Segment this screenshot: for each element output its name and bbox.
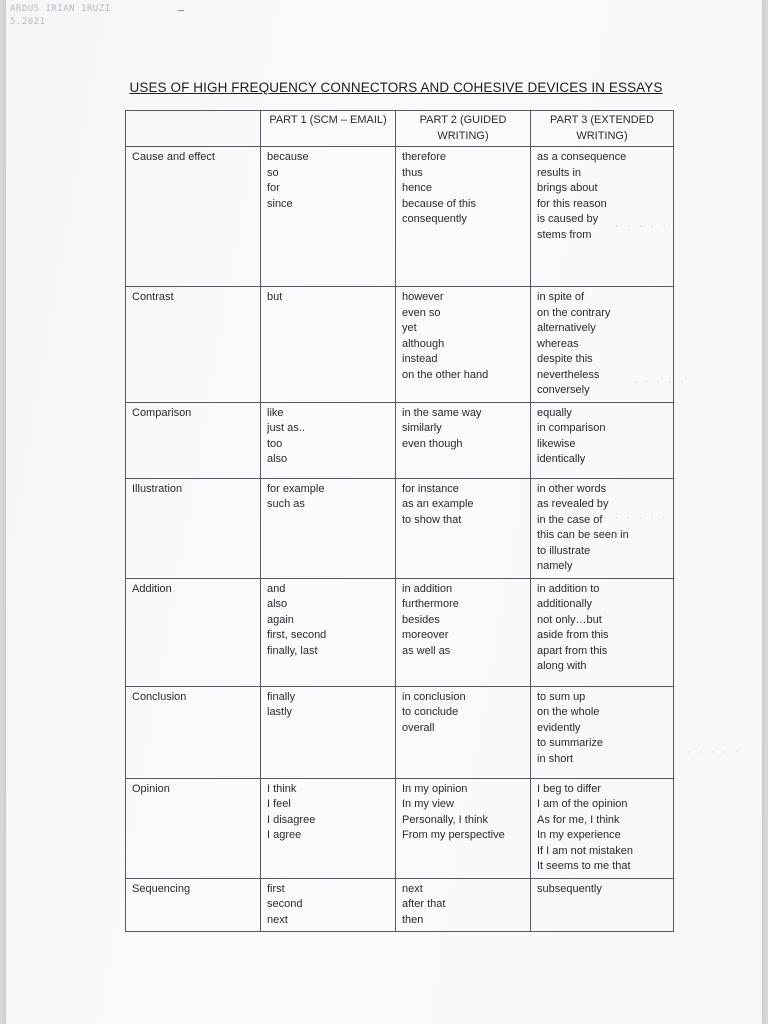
connector-item: identically [537, 453, 586, 465]
category-cell [126, 878, 261, 932]
connector-item: first, second [267, 629, 327, 641]
connector-item: in comparison [537, 422, 606, 434]
connector-item: namely [537, 560, 573, 572]
connector-item: in addition to [537, 582, 600, 595]
show-through-text: · · · · · [686, 748, 740, 758]
connector-item: for instance [402, 482, 459, 495]
connector-item: as a consequence [537, 151, 627, 163]
category-cell [126, 686, 261, 778]
connector-item: whereas [537, 337, 579, 350]
scribble-line-1: ARDUS IRIAN 1RUZI [10, 4, 111, 14]
connector-item: similarly [402, 422, 442, 434]
connector-item: lastly [267, 706, 293, 718]
part3-cell [531, 402, 674, 478]
header-category [126, 111, 261, 147]
connector-item: and [267, 582, 286, 595]
connector-item: also [267, 598, 288, 610]
connector-item: to show that [402, 513, 462, 526]
connector-item: not only…but [537, 613, 602, 626]
table-row [126, 402, 674, 478]
connector-item: yet [402, 322, 417, 334]
part2-cell [396, 402, 531, 478]
connector-item: thus [402, 166, 423, 179]
category-label: Sequencing [132, 882, 191, 895]
part3-cell [531, 287, 674, 403]
part1-cell [261, 287, 396, 403]
connector-item: to sum up [537, 690, 586, 703]
part3-cell [531, 478, 674, 578]
part1-cell [261, 778, 396, 878]
connector-item: As for me, I think [537, 813, 620, 826]
table-row [126, 878, 674, 932]
connector-item: just as.. [267, 422, 305, 434]
connector-item: as revealed by [537, 498, 609, 510]
connector-item: stems from [537, 228, 592, 241]
connector-item: on the other hand [402, 368, 489, 381]
table-body [126, 147, 674, 932]
connector-item: equally [537, 406, 572, 419]
connector-item: although [402, 337, 445, 350]
part3-cell [531, 147, 674, 287]
connector-item: In my experience [537, 829, 621, 841]
connector-item: again [267, 613, 294, 626]
connector-item: first [267, 882, 285, 895]
connector-item: overall [402, 721, 435, 734]
connector-item: instead [402, 353, 438, 365]
category-cell [126, 478, 261, 578]
connector-item: for example [267, 482, 325, 495]
table-row [126, 478, 674, 578]
header-part1: PART 1 (SCM – EMAIL) [261, 111, 396, 147]
connector-item: furthermore [402, 598, 459, 610]
connector-item: also [267, 453, 288, 465]
part3-cell [531, 686, 674, 778]
connector-item: It seems to me that [537, 860, 631, 872]
connector-item: I beg to differ [537, 782, 602, 795]
category-cell [126, 578, 261, 686]
connector-item: likewise [537, 437, 576, 450]
connector-item: evidently [537, 721, 581, 734]
connector-item: along with [537, 660, 587, 672]
connector-item: on the whole [537, 706, 600, 718]
connector-item: From my perspective [402, 829, 505, 841]
connector-item: If I am not mistaken [537, 844, 633, 857]
connector-item: next [402, 882, 423, 895]
header-part3: PART 3 (EXTENDED WRITING) [531, 111, 674, 147]
page-title: USES OF HIGH FREQUENCY CONNECTORS AND COHESIVE DEVICES IN ESSAYS [129, 80, 663, 95]
connector-item: so [267, 166, 279, 179]
connector-item: because of this [402, 197, 476, 210]
connector-item: despite this [537, 353, 593, 365]
connector-item: brings about [537, 182, 598, 194]
part3-cell [531, 778, 674, 878]
connector-item: second [267, 898, 303, 910]
part2-cell [396, 686, 531, 778]
connector-item: results in [537, 166, 582, 179]
connector-item: in spite of [537, 291, 585, 303]
connector-item: conversely [537, 384, 590, 396]
part2-cell [396, 147, 531, 287]
connector-item: like [267, 406, 284, 419]
category-label: Illustration [132, 482, 183, 495]
category-cell [126, 287, 261, 403]
connector-item: In my opinion [402, 782, 468, 795]
connector-item: for [267, 182, 280, 194]
part2-cell [396, 478, 531, 578]
table-row [126, 686, 674, 778]
connector-item: I agree [267, 829, 302, 841]
table-header-row [126, 111, 674, 147]
part1-cell [261, 147, 396, 287]
category-cell [126, 147, 261, 287]
connectors-table [125, 110, 674, 932]
connector-item: in other words [537, 482, 607, 495]
connector-item: to conclude [402, 706, 459, 718]
connector-item: then [402, 913, 424, 926]
connector-item: hence [402, 182, 432, 194]
connector-item: as well as [402, 644, 451, 657]
connector-item: to summarize [537, 737, 604, 749]
connector-item: moreover [402, 629, 449, 641]
part2-cell [396, 778, 531, 878]
connector-item: additionally [537, 598, 593, 610]
show-through-text: · · · · · [632, 378, 686, 388]
table-row [126, 287, 674, 403]
connector-item: in addition [402, 582, 453, 595]
connector-item: but [267, 291, 283, 303]
table-row [126, 147, 674, 287]
part2-cell [396, 287, 531, 403]
connector-item: apart from this [537, 644, 608, 657]
header-part2: PART 2 (GUIDED WRITING) [396, 111, 531, 147]
category-label: Contrast [132, 291, 174, 303]
connector-item: aside from this [537, 629, 609, 641]
connector-item: this can be seen in [537, 529, 629, 541]
connector-item: however [402, 291, 444, 303]
connector-item: after that [402, 898, 446, 910]
connector-item: besides [402, 613, 440, 626]
connector-item: in the case of [537, 513, 603, 526]
part2-cell [396, 578, 531, 686]
connector-item: in short [537, 752, 574, 765]
category-label: Opinion [132, 782, 170, 795]
connector-item: since [267, 197, 293, 210]
connector-item: subsequently [537, 882, 602, 895]
table-row [126, 778, 674, 878]
connector-item: even so [402, 306, 441, 319]
connector-item: Personally, I think [402, 813, 489, 826]
category-label: Comparison [132, 406, 192, 419]
part1-cell [261, 478, 396, 578]
connector-item: consequently [402, 213, 467, 225]
part2-cell [396, 878, 531, 932]
connector-item: I am of the opinion [537, 798, 628, 810]
connector-item: even though [402, 437, 463, 450]
category-cell [126, 402, 261, 478]
connector-item: alternatively [537, 322, 596, 334]
part1-cell [261, 402, 396, 478]
category-label: Addition [132, 582, 172, 595]
connector-item: to illustrate [537, 544, 591, 557]
handwritten-header-note [10, 3, 111, 29]
connector-item: I think [267, 782, 297, 795]
connector-item: for this reason [537, 197, 607, 210]
part1-cell [261, 686, 396, 778]
connector-item: as an example [402, 498, 474, 510]
scribble-line-2: 5.2021 [10, 17, 46, 27]
connector-item: in the same way [402, 406, 482, 419]
show-through-text: · · · · · [614, 222, 668, 232]
connector-item: because [267, 151, 309, 163]
connector-item: such as [267, 498, 305, 510]
part3-cell [531, 578, 674, 686]
table-row [126, 578, 674, 686]
connector-item: next [267, 913, 288, 926]
connector-item: in conclusion [402, 690, 466, 703]
part1-cell [261, 578, 396, 686]
connector-item: I feel [267, 798, 291, 810]
connector-item: on the contrary [537, 306, 611, 319]
category-cell [126, 778, 261, 878]
connector-item: is caused by [537, 213, 599, 225]
connector-item: therefore [402, 151, 447, 163]
connector-item: finally, last [267, 644, 318, 657]
category-label: Cause and effect [132, 151, 215, 163]
connector-item: nevertheless [537, 368, 600, 381]
connector-item: I disagree [267, 813, 316, 826]
category-label: Conclusion [132, 690, 187, 703]
part1-cell [261, 878, 396, 932]
connector-item: In my view [402, 798, 454, 810]
connector-item: finally [267, 690, 296, 703]
connector-item: too [267, 437, 283, 450]
part3-cell [531, 878, 674, 932]
show-through-text: · · · · · · [602, 514, 668, 524]
pen-mark [178, 10, 184, 11]
